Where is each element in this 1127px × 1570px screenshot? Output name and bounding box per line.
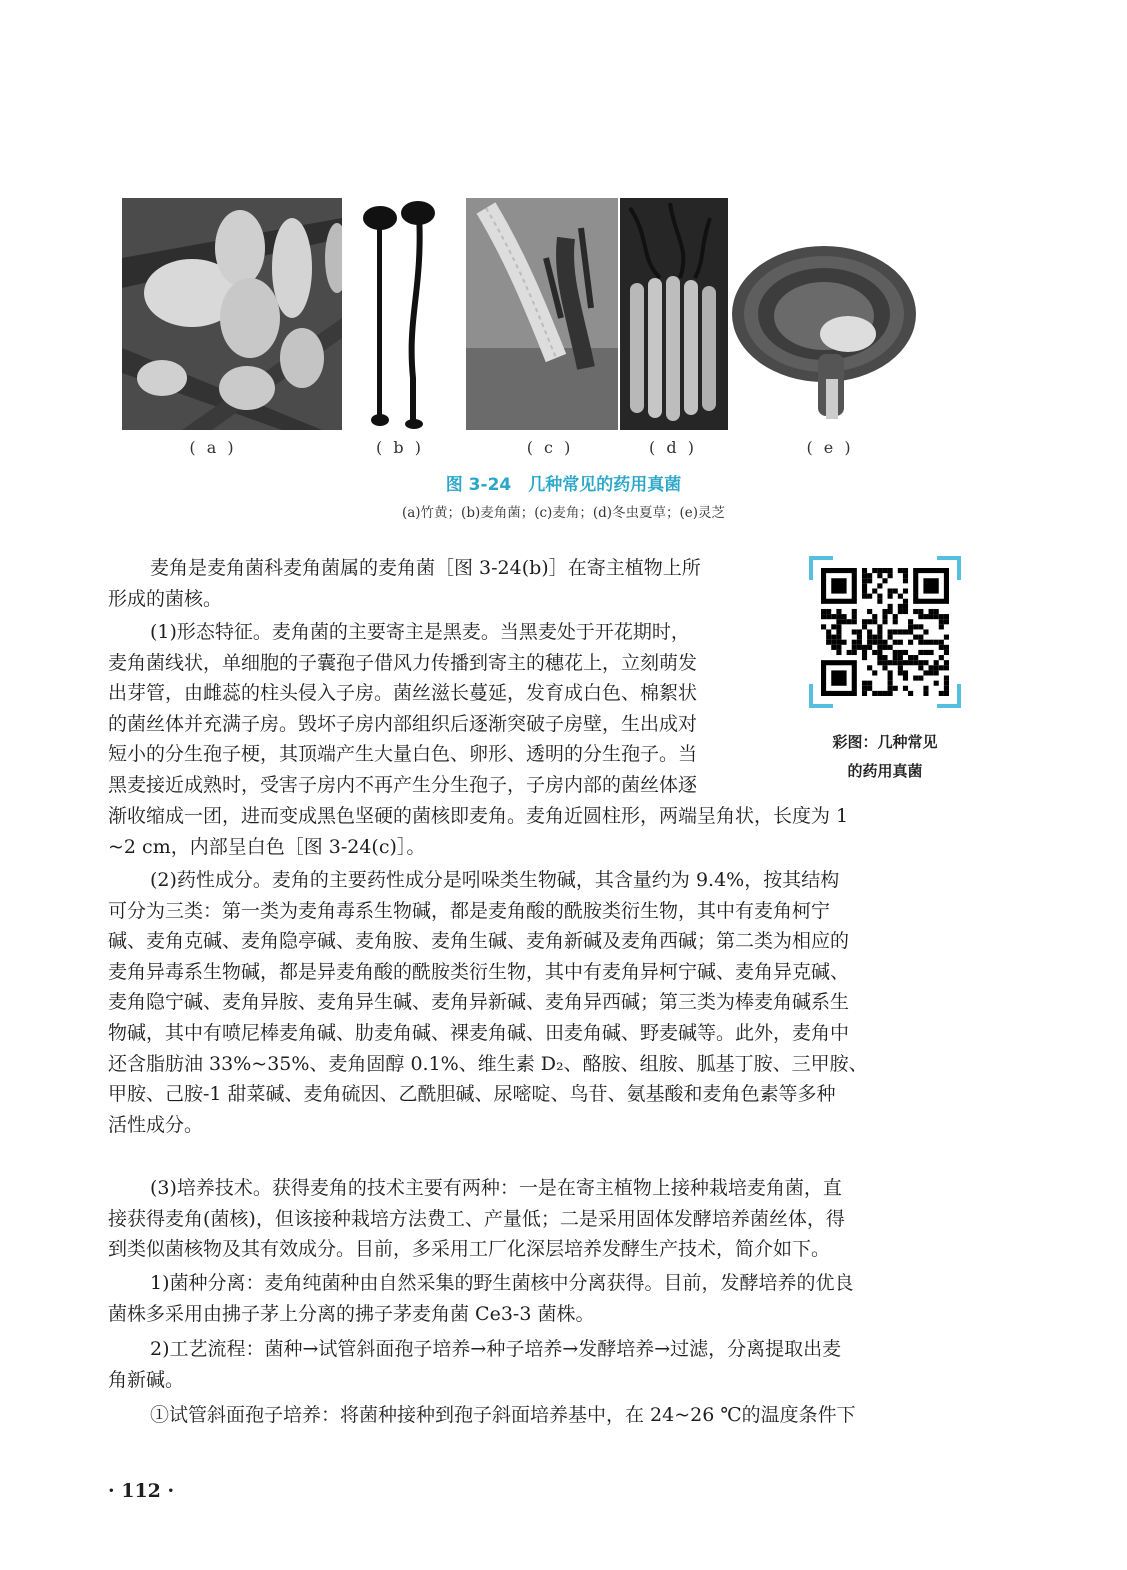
figure-title: 图 3-24 几种常见的药用真菌 (445, 475, 682, 495)
paragraph-strain-isolation (108, 1268, 963, 1329)
text-line: 麦角异毒系生物碱，都是异麦角酸的酰胺类衍生物，其中有麦角异柯宁碱、麦角异克碱、 (108, 960, 850, 983)
text-line: (2)药性成分。麦角的主要药性成分是吲哚类生物碱，其含量约为 9.4%，按其结构 (150, 869, 840, 891)
text-line: 到类似菌核物及其有效成分。目前，多采用工厂化深层培养发酵生产技术，简介如下。 (108, 1238, 831, 1261)
text-line: 甲胺、己胺-1 甜菜碱、麦角硫因、乙酰胆碱、尿嘧啶、鸟苷、氨基酸和麦角色素等多种 (108, 1083, 836, 1106)
paragraph-morphology-cont (108, 801, 963, 862)
photo-e-reishi (728, 244, 920, 430)
photo-d-cordyceps (620, 198, 728, 430)
text-line: 出芽管，由雌蕊的柱头侵入子房。菌丝滋长蔓延，发育成白色、棉絮状 (108, 682, 698, 705)
panel-label-b: ( b ) (376, 438, 424, 457)
text-line: 渐收缩成一团，进而变成黑色坚硬的菌核即麦角。麦角近圆柱形，两端呈角状，长度为 1 (108, 805, 849, 827)
paragraph-components (108, 865, 963, 1140)
text-line: 可分为三类：第一类为麦角毒系生物碱，都是麦角酸的酰胺类衍生物，其中有麦角柯宁 (108, 899, 831, 922)
text-line: ①试管斜面孢子培养：将菌种接种到孢子斜面培养基中，在 24~26 ℃的温度条件下 (150, 1404, 856, 1426)
page-number: · 112 · (108, 1480, 175, 1502)
photo-c-ergot (466, 198, 618, 430)
text-line: 形成的菌核。 (108, 587, 223, 610)
panel-label-e: ( e ) (806, 438, 854, 457)
qr-pattern (821, 568, 949, 696)
panel-label-d: ( d ) (649, 438, 697, 457)
text-line: 接获得麦角(菌核)，但该接种栽培方法费工、产量低；二是采用固体发酵培养菌丝体，得 (108, 1207, 845, 1230)
photo-b-ergot-fungus (342, 198, 464, 430)
text-line: 碱、麦角克碱、麦角隐亭碱、麦角胺、麦角生碱、麦角新碱及麦角西碱；第二类为相应的 (108, 930, 850, 953)
qr-caption-line1: 彩图：几种常见 (832, 733, 938, 751)
text-line: (3)培养技术。获得麦角的技术主要有两种：一是在寄主植物上接种栽培麦角菌，直 (150, 1177, 842, 1199)
text-line: 菌株多采用由拂子茅上分离的拂子茅麦角菌 Ce3-3 菌株。 (108, 1302, 595, 1325)
photo-a-bamboo-fungus (122, 198, 342, 430)
text-line: (1)形态特征。麦角菌的主要寄主是黑麦。当黑麦处于开花期时， (150, 621, 690, 643)
text-line: 角新碱。 (108, 1368, 185, 1391)
text-line: 麦角隐宁碱、麦角异胺、麦角异生碱、麦角异新碱、麦角异西碱；第三类为棒麦角碱系生 (108, 991, 850, 1014)
paragraph-intro (108, 553, 788, 614)
paragraph-process-flow (108, 1334, 963, 1395)
paragraph-cultivation (108, 1173, 963, 1265)
text-line: 还含脂肪油 33%~35%、麦角固醇 0.1%、维生素 D₂、酪胺、组胺、胍基丁胺、三甲胺、 (108, 1052, 868, 1075)
panel-label-a: ( a ) (189, 438, 237, 457)
qr-code[interactable] (809, 556, 961, 708)
text-line: 活性成分。 (108, 1113, 204, 1136)
text-line: 物碱，其中有喷尼棒麦角碱、肋麦角碱、裸麦角碱、田麦角碱、野麦碱等。此外，麦角中 (108, 1021, 850, 1044)
figure-caption: (a)竹黄；(b)麦角菌；(c)麦角；(d)冬虫夏草；(e)灵芝 (401, 505, 726, 521)
panel-label-c: ( c ) (526, 438, 574, 457)
text-line: 麦角是麦角菌科麦角菌属的麦角菌［图 3-24(b)］在寄主植物上所 (150, 557, 701, 579)
paragraph-slant-culture (108, 1400, 963, 1431)
text-line: 1)菌种分离：麦角纯菌种由自然采集的野生菌核中分离获得。目前，发酵培养的优良 (150, 1272, 854, 1294)
text-line: 的菌丝体并充满子房。毁坏子房内部组织后逐渐突破子房壁，生出成对 (108, 712, 698, 735)
paragraph-morphology (108, 617, 788, 801)
text-line: 黑麦接近成熟时，受害子房内不再产生分生孢子，子房内部的菌丝体逐 (108, 773, 698, 796)
text-line: 麦角菌线状，单细胞的子囊孢子借风力传播到寄主的穗花上，立刻萌发 (108, 651, 698, 674)
text-line: ~2 cm，内部呈白色［图 3-24(c)］。 (108, 835, 426, 858)
text-line: 2)工艺流程：菌种→试管斜面孢子培养→种子培养→发酵培养→过滤，分离提取出麦 (150, 1338, 842, 1360)
qr-caption-line2: 的药用真菌 (847, 762, 923, 780)
text-line: 短小的分生孢子梗，其顶端产生大量白色、卵形、透明的分生孢子。当 (108, 743, 698, 766)
